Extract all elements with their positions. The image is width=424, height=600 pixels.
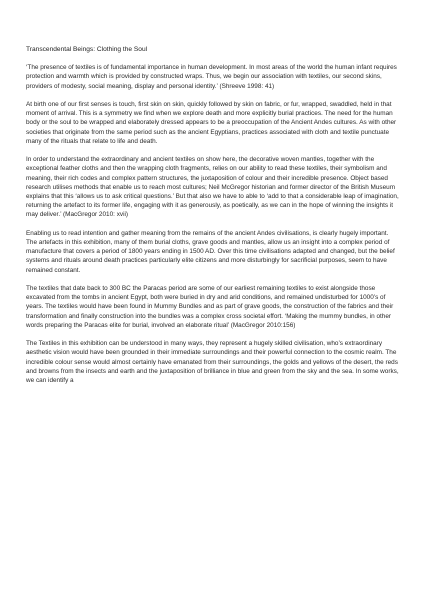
paragraph-textiles-exhibition: The Textiles in this exhibition can be understood in many ways, they represent a hugely skilled civilisation, who’s extraordinary aesthetic vision would have been grounded in their immediate surroundings and their powerful connection to the cosmic realm. The incredible colour sense would almost certainly have emanated from their surroundings, the golds and yellows of the desert, the reds and browns from the insects and earth and the juxtaposition of brilliance in blue and green from the sky and the sea. In some works, we can identify a (26, 340, 399, 385)
document-title: Transcendental Beings: Clothing the Soul (26, 46, 148, 53)
paragraph-reading-intention: Enabling us to read intention and gather meaning from the remains of the ancient Andes civilisations, is clearly hugely important. The artefacts in this exhibition, many of them burial cloths, grave goods and mantles, allow us an insight into a complex period of manufacture that covers a period of 1800 years ending in 1500 AD. Over this time civilisations adapted and changed, but the belief systems and rituals around death practices particularly elite citizens and more disturbingly for sacrificial purposes, seem to have remained constant. (26, 229, 395, 274)
paragraph-paracas-period: The textiles that date back to 300 BC the Paracas period are some of our earliest remaining textiles to exist alongside those excavated from the tombs in ancient Egypt, both were buried in dry and arid conditions, and remained undisturbed for 1000’s of years. The textiles would have been found in Mummy Bundles and as part of grave goods, the construction of the fabrics and their transformation and finally construction into the bundles was a complex cross societal effort. ‘Making the mummy bundles, in other words preparing the Paracas elite for burial, involved an elaborate ritual’ (MacGregor 2010:156) (26, 285, 394, 329)
paragraph-understanding-textiles: In order to understand the extraordinary and ancient textiles on show here, the decorative woven mantles, together with the exceptional feather cloths and then the wrapping cloth fragments, relies on our ability to read these textiles, their symbolism and meaning, their rich codes and complex pattern structures, the juxtaposition of colour and their incredible presence. Object based research utilises methods that enable us to reach most cultures; Neil McGregor historian and former director of the British Museum explains that this ‘allows us to ask critical questions.’ But that also we have to able to ‘add to that a considerable leap of imagination, returning the artefact to its former life, engaging with it as generously, as poetically, as we can in the hope of winning the insights it may deliver.’ (MacGregor 2010: xvii) (26, 156, 399, 219)
paragraph-birth-touch: At birth one of our first senses is touch, first skin on skin, quickly followed by skin on fabric, or fur, wrapped, swaddled, held in that moment of arrival. This is a symmetry we find when we explore death and more explicitly burial practices. The need for the human body or the soul to be wrapped and elaborately dressed appears to be a preoccupation of the Ancient Andes cultures. As with other societies that originate from the same period such as the ancient Egyptians, practices associated with cloth and textile punctuate many of the rituals that relate to life and death. (26, 101, 397, 145)
document-page (26, 45, 400, 394)
paragraph-quote-shreeve: ‘The presence of textiles is of fundamental importance in human development. In most areas of the world the human infant requires protection and warmth which is provided by constructed wraps. Thus, we begin our association with textiles, our second skins, providers of modesty, social meaning, display and personal identity.’ (Shreeve 1998: 41) (26, 64, 397, 90)
